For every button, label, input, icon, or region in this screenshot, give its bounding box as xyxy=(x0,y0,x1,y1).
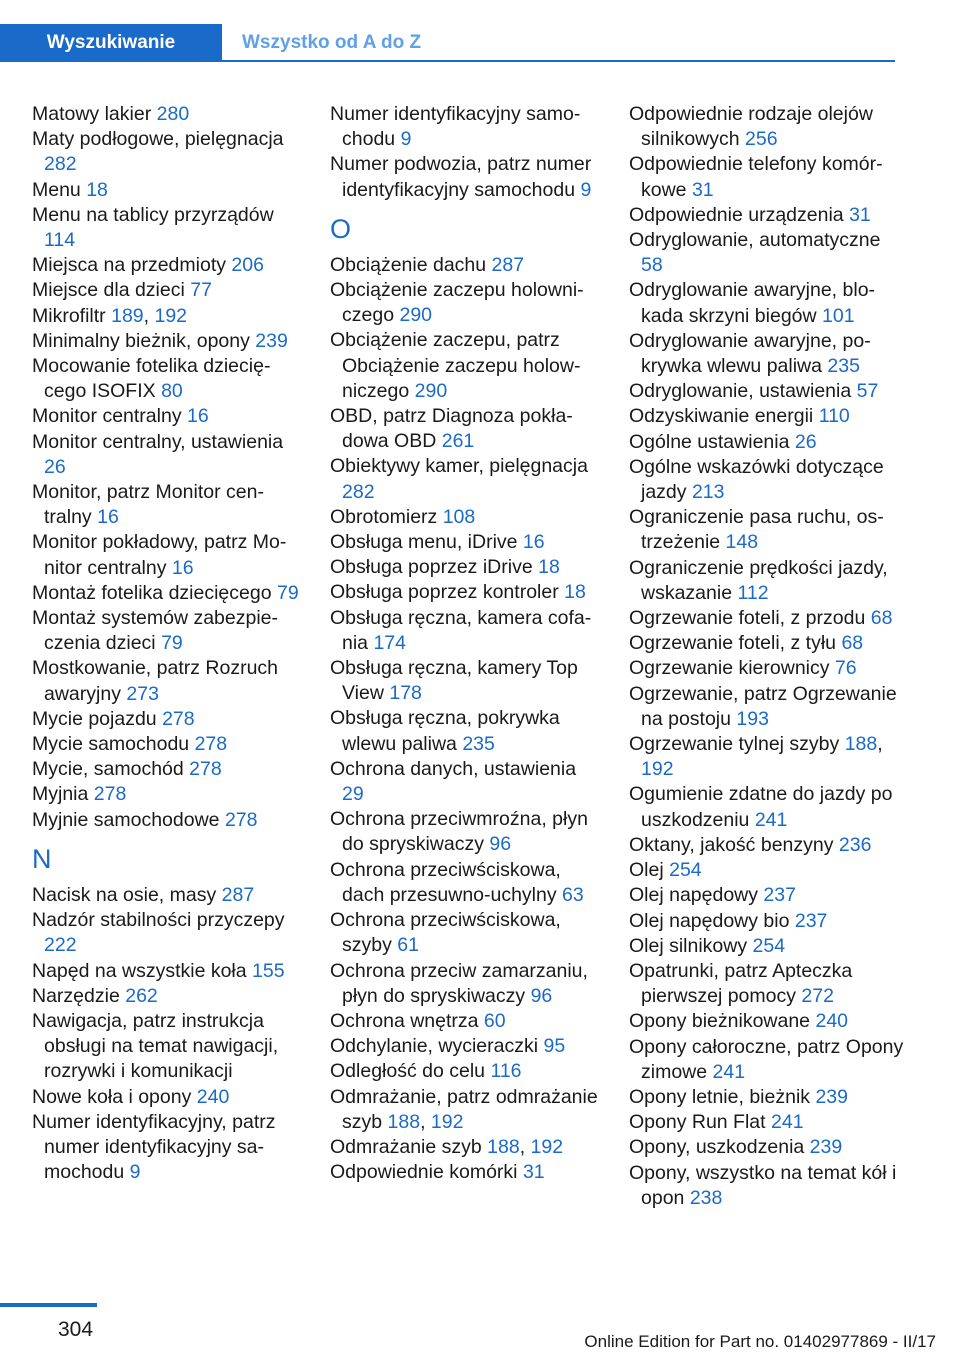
index-term: Nowe koła i opony xyxy=(32,1085,192,1108)
index-entry xyxy=(629,404,904,429)
index-term: Odpowiednie telefony komórkowe xyxy=(629,153,883,201)
page-link[interactable]: 77 xyxy=(190,279,212,302)
index-entry xyxy=(629,430,904,455)
index-term: Opony letnie, bieżnik xyxy=(629,1085,811,1108)
page-link[interactable]: 188 xyxy=(387,1110,421,1133)
index-entry xyxy=(629,858,904,883)
index-term: Olej napędowy xyxy=(629,884,758,907)
index-entry xyxy=(32,883,304,908)
index-entry xyxy=(32,530,304,580)
page-link[interactable]: 110 xyxy=(818,405,850,428)
index-entry xyxy=(330,959,602,1009)
index-term: Ogrzewanie foteli, z przodu xyxy=(629,607,866,630)
index-term: Obsługa ręczna, kamera cofania xyxy=(330,606,592,654)
page-link[interactable]: 9 xyxy=(580,178,592,201)
index-term: Minimalny bieżnik, opony xyxy=(32,329,250,352)
index-entry xyxy=(629,833,904,858)
page-link[interactable]: 31 xyxy=(522,1161,545,1184)
index-term: Olej silnikowy xyxy=(629,934,748,957)
index-entry xyxy=(629,909,904,934)
index-term: Opony, wszystko na temat kół i opon xyxy=(629,1161,897,1209)
page-link[interactable]: 278 xyxy=(93,783,127,806)
section-letter: N xyxy=(32,843,52,874)
index-entry: Ogrzewanie tylnej szyby 188, 192 xyxy=(629,733,883,781)
page-link[interactable]: 79 xyxy=(161,632,183,655)
index-entry xyxy=(629,102,904,152)
index-entry xyxy=(32,203,304,253)
index-entry xyxy=(32,354,304,404)
index-term: Opatrunki, patrz Apteczka pierwszej pomocy xyxy=(629,959,853,1008)
index-term: Odpowiednie urządzenia xyxy=(629,203,844,226)
index-term: Monitor centralny, ustawienia xyxy=(32,430,284,453)
index-term: Opony Run Flat xyxy=(629,1111,766,1134)
page-link[interactable]: 61 xyxy=(397,934,419,957)
index-entry xyxy=(629,329,904,379)
page-link[interactable]: 155 xyxy=(252,959,285,982)
index-term: Oktany, jakość benzyny xyxy=(629,833,834,856)
index-term: Obsługa ręczna, kamery Top View xyxy=(330,657,578,705)
index-term: Ogólne wskazówki dotyczące jazdy xyxy=(629,455,884,504)
index-entry xyxy=(629,631,904,656)
page-link[interactable]: 174 xyxy=(373,631,406,654)
index-term: Obciążenie zaczepu holowniczego xyxy=(330,279,584,327)
page-link[interactable]: 222 xyxy=(44,934,77,957)
index-term: Ograniczenie prędkości jazdy, wskazanie xyxy=(629,556,888,604)
index-term: Odmrażanie szyb xyxy=(330,1135,482,1158)
tab-search[interactable]: Wyszukiwanie xyxy=(0,24,222,62)
page-link[interactable]: 239 xyxy=(815,1085,848,1108)
page-link[interactable]: 272 xyxy=(801,985,834,1008)
index-entry xyxy=(32,430,304,480)
index-entry xyxy=(32,102,304,127)
index-term: Narzędzie xyxy=(32,984,120,1007)
page-link[interactable]: 80 xyxy=(161,380,183,403)
page-link[interactable]: 114 xyxy=(44,229,76,252)
index-entry xyxy=(629,152,904,202)
index-term: Olej xyxy=(629,859,664,882)
index-term: Numer identyfikacyjny, patrz numer identyfikacyjny samochodu xyxy=(32,1110,276,1184)
page-link[interactable]: 193 xyxy=(736,707,769,730)
index-entry xyxy=(330,1160,602,1185)
index-term: Ochrona danych, ustawienia xyxy=(330,757,577,780)
index-term: Odległość do celu xyxy=(330,1060,486,1083)
index-entry xyxy=(629,203,904,228)
page-link[interactable]: 188 xyxy=(844,733,878,756)
index-term: Ogrzewanie tylnej szyby xyxy=(629,733,840,756)
index-term: Ogólne ustawienia xyxy=(629,430,790,453)
index-term: Montaż systemów zabezpieczenia dzieci xyxy=(32,607,279,655)
index-term: Mocowanie fotelika dziecięcego ISOFIX xyxy=(32,355,271,403)
page-link[interactable]: 290 xyxy=(414,379,448,402)
page-link[interactable]: 192 xyxy=(430,1110,464,1133)
index-entry xyxy=(330,278,602,328)
index-entry: Mikrofiltr 189, 192 xyxy=(32,304,188,327)
index-term: Ogrzewanie foteli, z tyłu xyxy=(629,632,837,655)
index-entry xyxy=(32,127,304,177)
index-term: Odmrażanie, patrz odmrażanie szyb xyxy=(330,1085,598,1133)
index-entry xyxy=(629,959,904,1009)
index-term: Obiektywy kamer, pielęgnacja xyxy=(330,455,588,478)
index-term: Obciążenie dachu xyxy=(330,253,487,276)
page-link[interactable]: 96 xyxy=(489,833,512,856)
index-term: Odpowiednie rodzaje olejów silnikowych xyxy=(629,103,873,151)
page-link[interactable]: 282 xyxy=(44,153,77,176)
index-entry xyxy=(32,404,304,429)
page-link[interactable]: 278 xyxy=(162,707,195,730)
index-term: Ochrona przeciw zamarzaniu, płyn do spryskiwaczy xyxy=(330,959,588,1007)
edition-note: Online Edition for Part no. 01402977869 - II/17 xyxy=(584,1332,936,1351)
index-entry xyxy=(32,581,304,606)
index-entry xyxy=(32,253,304,278)
index-term: Ogrzewanie kierownicy xyxy=(629,657,830,680)
page-link[interactable]: 63 xyxy=(562,883,584,906)
page-link[interactable]: 101 xyxy=(822,304,855,327)
index-entry xyxy=(330,404,602,454)
page-link[interactable]: 240 xyxy=(815,1010,849,1033)
index-term: Monitor centralny xyxy=(32,405,182,428)
index-entry xyxy=(629,556,904,606)
index-entry xyxy=(330,858,602,908)
index-entry xyxy=(330,908,602,958)
page-link[interactable]: 206 xyxy=(231,254,264,277)
index-entry xyxy=(32,808,304,833)
tab-bar xyxy=(0,0,960,62)
page-link[interactable]: 9 xyxy=(400,128,412,151)
index-term: Mikrofiltr xyxy=(32,304,106,327)
index-term: Ochrona przeciwmroźna, płyn do spryskiwaczy xyxy=(330,808,588,856)
index-term: Odryglowanie awaryjne, pokrywka wlewu paliwa xyxy=(629,329,871,378)
index-entry xyxy=(32,329,304,354)
index-term: Odryglowanie, automatyczne xyxy=(629,229,881,252)
index-entry xyxy=(629,883,904,908)
index-term: Myjnie samochodowe xyxy=(32,808,220,831)
page-link[interactable]: 213 xyxy=(691,481,725,504)
index-term: Ochrona przeciwściskowa, dach przesuwno-uchylny xyxy=(330,858,561,906)
page-link[interactable]: 112 xyxy=(737,581,769,604)
page-link[interactable]: 18 xyxy=(538,556,560,579)
index-entry: Odmrażanie szyb 188, 192 xyxy=(330,1135,564,1158)
index-entry xyxy=(629,1035,904,1085)
index-term: Mycie samochodu xyxy=(32,733,190,756)
index-term: Ogrzewanie, patrz Ogrzewanie na postoju xyxy=(629,682,897,730)
index-entry xyxy=(330,1059,602,1084)
page-link[interactable]: 261 xyxy=(441,430,475,453)
index-entry xyxy=(330,555,602,580)
page-link[interactable]: 240 xyxy=(196,1085,230,1108)
index-term: Obsługa menu, iDrive xyxy=(330,531,518,554)
index-entry xyxy=(330,152,602,202)
page-link[interactable]: 95 xyxy=(543,1035,566,1058)
index-term: Menu xyxy=(32,178,81,201)
page-link[interactable]: 235 xyxy=(827,355,860,378)
index-entry xyxy=(330,1009,602,1034)
index-term: Mycie pojazdu xyxy=(32,707,157,730)
index-term: Olej napędowy bio xyxy=(629,909,790,932)
page-link[interactable]: 237 xyxy=(763,884,796,907)
page-link[interactable]: 60 xyxy=(483,1009,506,1032)
index-entry xyxy=(32,1085,304,1110)
page-link[interactable]: 189 xyxy=(111,304,144,327)
page-link[interactable]: 278 xyxy=(224,808,258,831)
index-entry xyxy=(32,656,304,706)
page-link[interactable]: 57 xyxy=(856,380,879,403)
index-term: Opony, uszkodzenia xyxy=(629,1136,805,1159)
index-term: Nawigacja, patrz instrukcja obsługi na temat nawigacji, rozrywki i komunikacji xyxy=(32,1009,279,1083)
page-link[interactable]: 76 xyxy=(834,657,857,680)
index-entry xyxy=(629,228,904,278)
index-term: Odzyskiwanie energii xyxy=(629,405,814,428)
index-entry xyxy=(330,1034,602,1059)
page-link[interactable]: 178 xyxy=(389,682,422,705)
page-link[interactable]: 192 xyxy=(530,1135,564,1158)
page-link[interactable]: 278 xyxy=(194,733,228,756)
index-entry xyxy=(330,606,602,656)
index-entry xyxy=(629,1110,904,1135)
index-term: OBD, patrz Diagnoza pokładowa OBD xyxy=(330,405,573,453)
index-entry: Odmrażanie, patrz odmrażanie szyb 188, 192 xyxy=(330,1085,598,1133)
index-term: Numer podwozia, patrz numer identyfikacyjny samochodu xyxy=(330,153,592,201)
page-link[interactable]: 280 xyxy=(156,103,190,125)
index-entry xyxy=(330,706,602,756)
page-link[interactable]: 254 xyxy=(669,859,702,882)
index-entry xyxy=(32,984,304,1009)
page-link[interactable]: 239 xyxy=(255,329,288,352)
index-entry xyxy=(32,732,304,757)
index-term: Matowy lakier xyxy=(32,103,152,125)
index-entry xyxy=(629,934,904,959)
page-link[interactable]: 262 xyxy=(125,984,158,1007)
page-link[interactable]: 148 xyxy=(725,531,759,554)
page-link[interactable]: 18 xyxy=(564,581,586,604)
index-entry xyxy=(629,1085,904,1110)
index-entry xyxy=(330,530,602,555)
section-letter: O xyxy=(330,213,352,244)
index-term: Numer identyfikacyjny samochodu xyxy=(330,103,581,151)
index-term: Nacisk na osie, masy xyxy=(32,883,217,906)
page-link[interactable]: 239 xyxy=(809,1136,843,1159)
index-term: Monitor pokładowy, patrz Monitor centralny xyxy=(32,531,287,579)
index-term: Odchylanie, wycieraczki xyxy=(330,1035,539,1058)
index-entry xyxy=(32,757,304,782)
page-link[interactable]: 278 xyxy=(189,758,222,781)
index-term: Ochrona wnętrza xyxy=(330,1009,479,1032)
page-link[interactable]: 26 xyxy=(44,455,66,478)
page-link[interactable]: 108 xyxy=(442,505,476,528)
page-link[interactable]: 58 xyxy=(641,254,663,277)
index-entry xyxy=(629,782,904,832)
index-term: Obsługa poprzez kontroler xyxy=(330,581,559,604)
index-entry xyxy=(32,782,304,807)
index-entry xyxy=(32,278,304,303)
index-term: Obciążenie zaczepu, patrz Obciążenie zaczepu holowniczego xyxy=(330,329,581,402)
index-term: Odpowiednie komórki xyxy=(330,1161,518,1184)
page-link[interactable]: 18 xyxy=(86,178,108,201)
page-link[interactable]: 29 xyxy=(342,783,364,806)
page-link[interactable]: 236 xyxy=(838,833,872,856)
index-term: Odryglowanie awaryjne, blokada skrzyni biegów xyxy=(629,279,876,327)
page-link[interactable]: 9 xyxy=(129,1161,141,1184)
index-entry xyxy=(32,707,304,732)
index-column-3 xyxy=(629,102,904,1211)
index-entry xyxy=(330,757,602,807)
index-term: Monitor, patrz Monitor centralny xyxy=(32,481,264,529)
index-entry xyxy=(629,682,904,732)
page-link[interactable]: 273 xyxy=(126,682,159,705)
index-entry xyxy=(32,1110,304,1186)
page-link[interactable]: 16 xyxy=(522,531,545,554)
page-link[interactable]: 31 xyxy=(849,203,871,226)
index-term: Nadzór stabilności przyczepy xyxy=(32,909,285,932)
page-link[interactable]: 282 xyxy=(342,480,375,503)
index-entry xyxy=(629,656,904,681)
page-link[interactable]: 26 xyxy=(794,430,817,453)
index-entry xyxy=(629,606,904,631)
index-entry xyxy=(32,908,304,958)
index-entry xyxy=(629,278,904,328)
page-link[interactable]: 256 xyxy=(745,128,778,151)
page-link[interactable]: 287 xyxy=(491,253,525,276)
page-link[interactable]: 241 xyxy=(754,808,788,831)
index-term: Montaż fotelika dziecięcego xyxy=(32,581,272,604)
index-term: Miejsce dla dzieci xyxy=(32,279,185,302)
page-link[interactable]: 237 xyxy=(794,909,828,932)
tab-a-to-z[interactable]: Wszystko od A do Z xyxy=(242,32,422,53)
index-term: Menu na tablicy przyrządów xyxy=(32,203,274,226)
page-link[interactable]: 16 xyxy=(171,556,194,579)
index-term: Opony bieżnikowane xyxy=(629,1010,811,1033)
index-entry xyxy=(330,505,602,530)
index-entry xyxy=(32,1009,304,1085)
index-term: Maty podłogowe, pielęgnacja xyxy=(32,128,284,151)
index-entry xyxy=(32,480,304,530)
index-term: Obsługa ręczna, pokrywka wlewu paliwa xyxy=(330,707,560,755)
page-link[interactable]: 31 xyxy=(691,178,714,201)
page-link[interactable]: 68 xyxy=(870,607,893,630)
index-entry xyxy=(32,606,304,656)
index-entry xyxy=(330,454,602,504)
index-term: Ogumienie zdatne do jazdy po uszkodzeniu xyxy=(629,783,893,831)
index-entry xyxy=(32,959,304,984)
index-term: Mycie, samochód xyxy=(32,758,184,781)
index-term: Obsługa poprzez iDrive xyxy=(330,556,533,579)
index-entry xyxy=(629,455,904,505)
page-link[interactable]: 290 xyxy=(399,304,433,327)
page-link[interactable]: 238 xyxy=(689,1186,723,1209)
page-link[interactable]: 96 xyxy=(530,984,553,1007)
index-entry xyxy=(629,379,904,404)
index-entry xyxy=(330,253,602,278)
page-link[interactable]: 116 xyxy=(490,1060,522,1083)
page-link[interactable]: 235 xyxy=(462,732,495,755)
index-term: Miejsca na przedmioty xyxy=(32,254,226,277)
index-column-2 xyxy=(330,102,602,1185)
index-entry xyxy=(629,1009,904,1034)
page-link[interactable]: 16 xyxy=(97,506,119,529)
index-entry xyxy=(330,807,602,857)
page-link[interactable]: 188 xyxy=(487,1135,520,1158)
index-column-1 xyxy=(32,102,304,1185)
page-link[interactable]: 287 xyxy=(221,883,255,906)
page-link[interactable]: 254 xyxy=(752,934,786,957)
index-entry xyxy=(330,328,602,404)
index-term: Myjnia xyxy=(32,783,89,806)
page-link[interactable]: 241 xyxy=(712,1060,746,1083)
index-entry xyxy=(330,656,602,706)
page-link[interactable]: 192 xyxy=(641,758,674,781)
page-number: 304 xyxy=(58,1318,94,1341)
footer-accent-bar xyxy=(0,1303,97,1307)
index-term: Ochrona przeciwściskowa, szyby xyxy=(330,909,561,957)
index-entry xyxy=(32,178,304,203)
page-link[interactable]: 16 xyxy=(187,405,209,428)
index-term: Ograniczenie pasa ruchu, ostrzeżenie xyxy=(629,506,884,554)
page-link[interactable]: 192 xyxy=(154,304,188,327)
index-term: Obrotomierz xyxy=(330,505,438,528)
index-entry xyxy=(629,1161,904,1211)
index-term: Napęd na wszystkie koła xyxy=(32,959,247,982)
index-term: Opony całoroczne, patrz Opony zimowe xyxy=(629,1035,904,1083)
index-term: Odryglowanie, ustawienia xyxy=(629,380,852,403)
page-link[interactable]: 241 xyxy=(771,1111,804,1134)
index-term: Mostkowanie, patrz Rozruch awaryjny xyxy=(32,657,279,705)
index-entry xyxy=(629,505,904,555)
tab-underline xyxy=(0,60,895,62)
index-entry xyxy=(629,1135,904,1160)
page-link[interactable]: 68 xyxy=(841,632,864,655)
index-entry xyxy=(330,102,602,152)
index-entry xyxy=(330,580,602,605)
page-link[interactable]: 79 xyxy=(276,581,299,604)
